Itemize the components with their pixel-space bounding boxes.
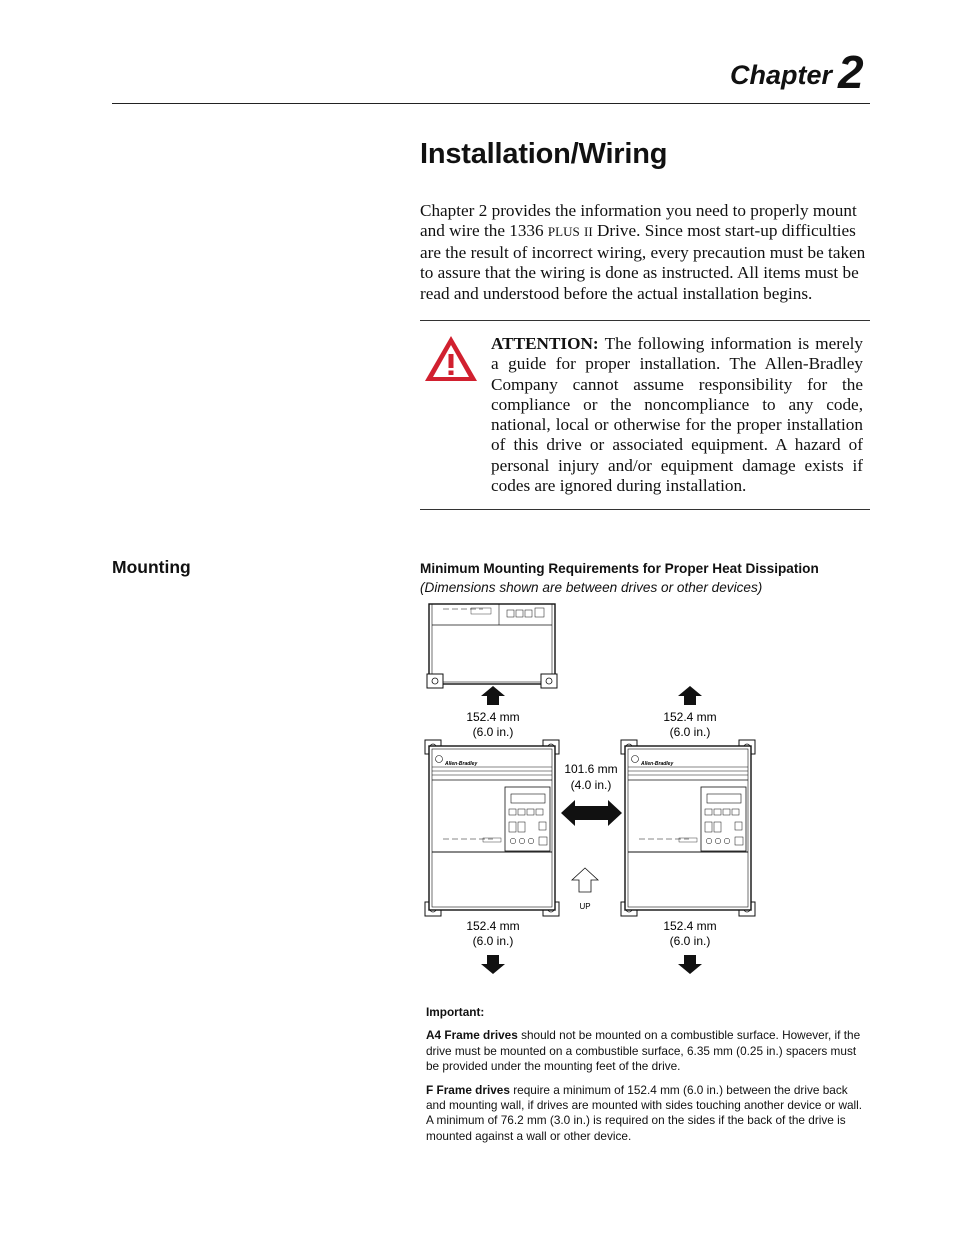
dim-bottom-right-mm: 152.4 mm bbox=[663, 919, 717, 933]
note-a4-text: should not be mounted on a combustible surface. However, if the drive must be mounted on a combustible surface, 6.35 mm (0.25 in.) spacers must be provided under the mounting feet of the drive. bbox=[426, 1028, 861, 1074]
header-rule bbox=[112, 103, 870, 104]
intro-text-end: Drive. Since most start-up difficulties are the result of incorrect wiring, every precaution must be taken to assure that the wiring is done as instructed. All items must be read and understood before the actual installation begins. bbox=[420, 221, 866, 303]
drive-left-brand: Allen-Bradley bbox=[445, 761, 478, 767]
intro-text-start: Chapter 2 provides the information you need to properly mount and wire the 1336 bbox=[420, 201, 857, 241]
drive-left bbox=[425, 740, 559, 916]
intro-paragraph bbox=[420, 201, 866, 304]
figure-subtitle: (Dimensions shown are between drives or other devices) bbox=[420, 580, 763, 595]
section-heading-mounting: Mounting bbox=[112, 557, 191, 577]
dim-bottom-right-in: (6.0 in.) bbox=[669, 934, 711, 948]
intro-ii: II bbox=[584, 224, 593, 240]
attention-rule-bottom bbox=[420, 509, 870, 510]
important-label: Important: bbox=[426, 1005, 485, 1019]
page-title: Installation/Wiring bbox=[420, 138, 668, 170]
double-arrow-side bbox=[561, 800, 622, 826]
dim-top-left-mm: 152.4 mm bbox=[466, 710, 520, 724]
dim-bottom-left-in: (6.0 in.) bbox=[472, 934, 514, 948]
dim-side-in: (4.0 in.) bbox=[570, 778, 612, 792]
warning-triangle-icon bbox=[423, 334, 479, 384]
arrow-up-right bbox=[678, 686, 702, 705]
intro-plus: PLUS bbox=[547, 224, 580, 240]
arrow-down-left bbox=[481, 955, 505, 974]
dim-bottom-left-mm: 152.4 mm bbox=[466, 919, 520, 933]
dim-top-right-mm: 152.4 mm bbox=[663, 710, 717, 724]
note-a4-label: A4 Frame drives bbox=[426, 1028, 518, 1043]
drive-right bbox=[621, 740, 755, 916]
drive-right-brand: Allen-Bradley bbox=[641, 761, 674, 767]
figure-title: Minimum Mounting Requirements for Proper Heat Dissipation bbox=[420, 561, 819, 576]
attention-text: The following information is merely a guide for proper installation. The Allen-Bradley Company cannot assume responsibility for the compliance or the noncompliance to any code, national, local or otherwise for the proper installation of this drive or associated equipment. A hazard of personal injury and/or equipment damage exists if codes are ignored during installation. bbox=[491, 334, 863, 496]
dim-top-right-in: (6.0 in.) bbox=[669, 725, 711, 739]
important-notes bbox=[426, 1005, 866, 1152]
drive-top-partial bbox=[427, 604, 557, 688]
up-label: UP bbox=[579, 902, 591, 911]
up-arrow-icon bbox=[572, 868, 598, 892]
arrow-down-right bbox=[678, 955, 702, 974]
dim-side-mm: 101.6 mm bbox=[564, 762, 618, 776]
attention-block bbox=[491, 334, 863, 496]
arrow-up-left bbox=[481, 686, 505, 705]
note-a4 bbox=[426, 1028, 866, 1074]
attention-label: ATTENTION: bbox=[491, 334, 599, 353]
dim-top-left-in: (6.0 in.) bbox=[472, 725, 514, 739]
mounting-diagram bbox=[415, 600, 775, 980]
note-f-text: require a minimum of 152.4 mm (6.0 in.) between the drive back and mounting wall, if drives are mounted with sides touching another device or wall. A minimum of 76.2 mm (3.0 in.) is required on the sides if the back of the drive is mounted against a wall or other device. bbox=[426, 1082, 863, 1143]
note-f-label: F Frame drives bbox=[426, 1082, 510, 1097]
chapter-number: 2 bbox=[838, 46, 864, 98]
attention-rule-top bbox=[420, 320, 870, 321]
note-f bbox=[426, 1083, 866, 1145]
chapter-label: Chapter bbox=[730, 60, 833, 90]
